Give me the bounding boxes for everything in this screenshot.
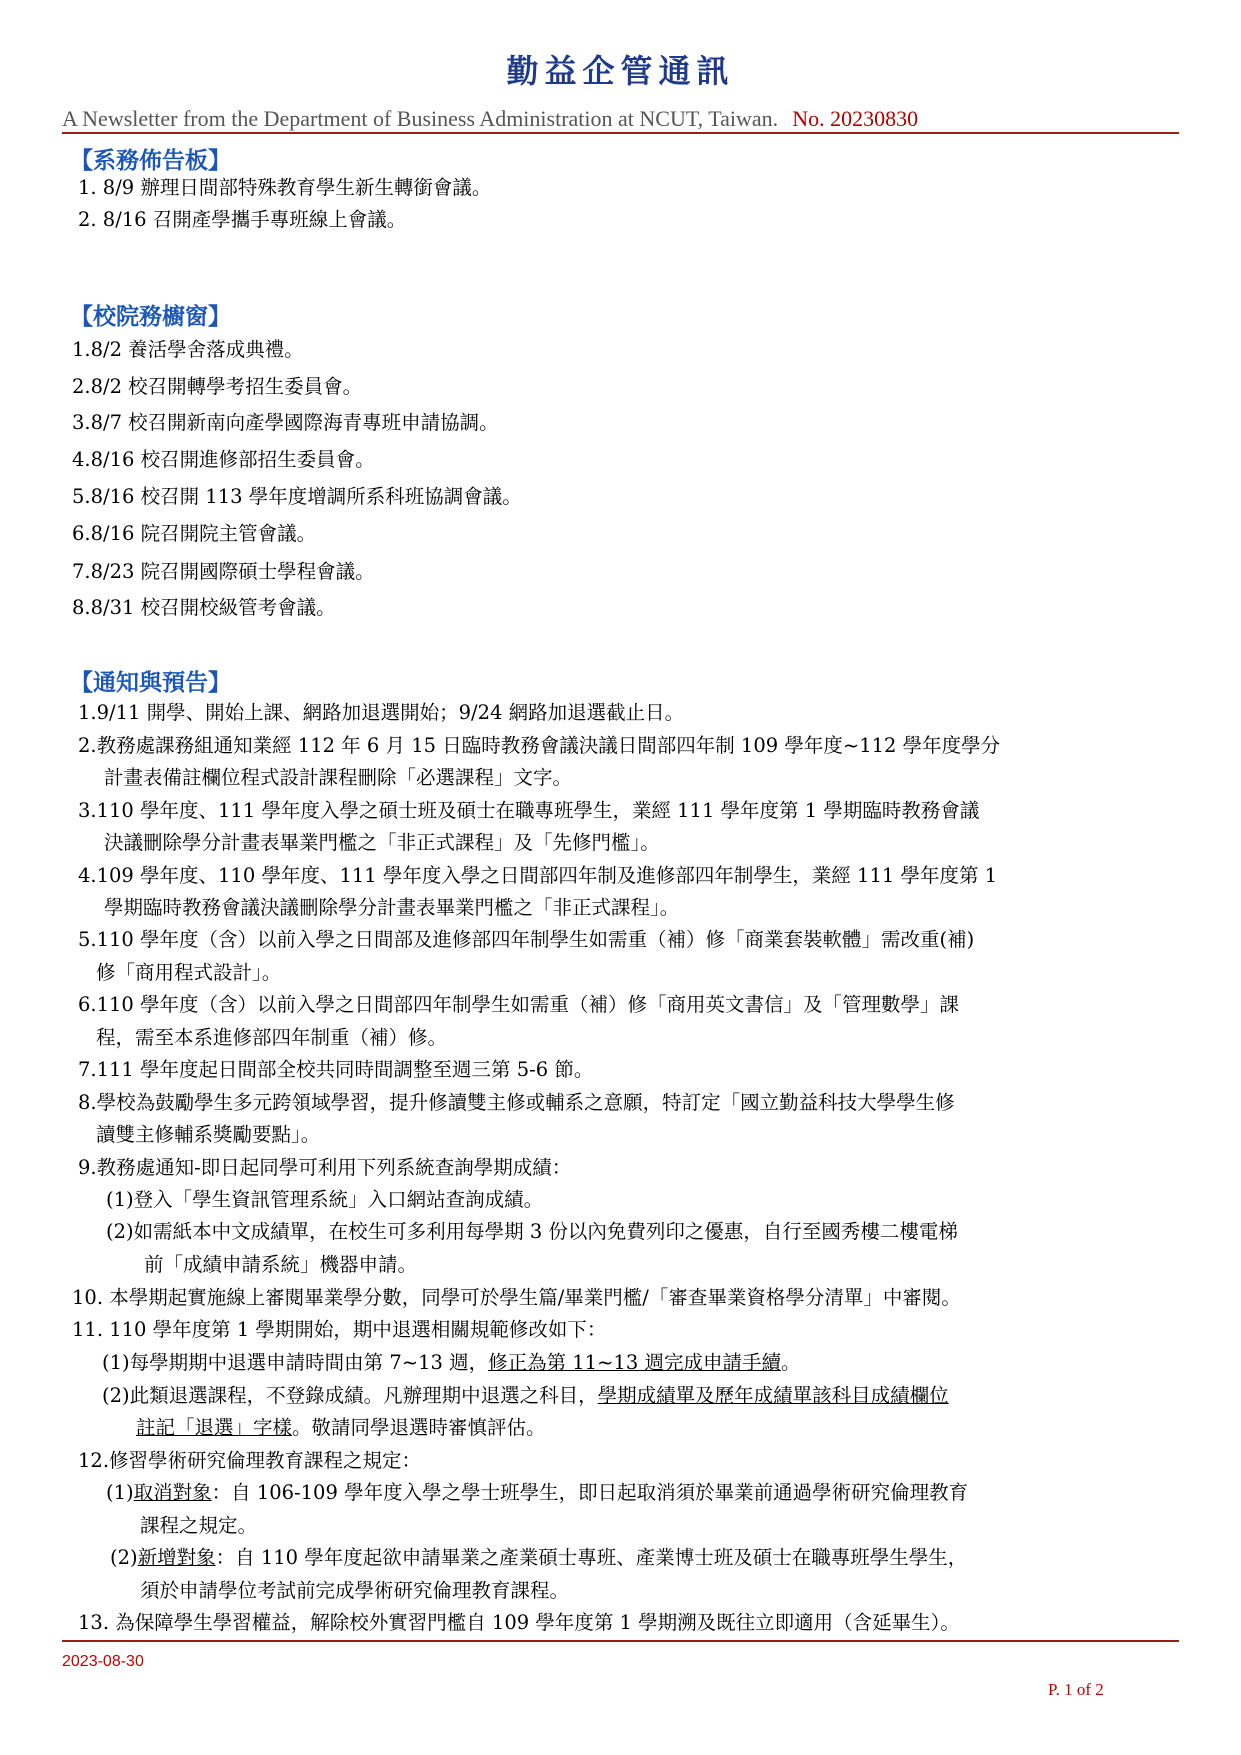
notice-line: (1)登入「學生資訊管理系統」入口網站查詢成績。 (106, 1188, 544, 1211)
underlined-text: 新增對象 (137, 1546, 216, 1569)
notice-text: (2)此類退選課程，不登錄成績。凡辦理期中退選之科目， (102, 1384, 598, 1407)
newsletter-title: 勤益企管通訊 (506, 52, 735, 90)
section-heading-school-news: 【校院務櫥窗】 (70, 303, 231, 330)
list-item: 2.8/2 校召開轉學考招生委員會。 (72, 375, 363, 398)
list-item: 4.8/16 校召開進修部招生委員會。 (72, 448, 375, 471)
notice-text: 。 (780, 1351, 801, 1374)
notice-line: (2)如需紙本中文成績單，在校生可多利用每學期 3 份以內免費列印之優惠，自行至國秀樓二樓電梯 (106, 1220, 958, 1243)
notice-line: 11. 110 學年度第 1 學期開始，期中退選相關規範修改如下： (72, 1318, 607, 1341)
list-item: 2. 8/16 召開產學攜手專班線上會議。 (78, 208, 407, 231)
notice-line: 1.9/11 開學、開始上課、網路加退選開始；9/24 網路加退選截止日。 (78, 701, 685, 724)
issue-number: No. 20230830 (792, 106, 919, 131)
notice-line: 12.修習學術研究倫理教育課程之規定： (78, 1449, 422, 1472)
notice-text: ：自 110 學年度起欲申請畢業之產業碩士專班、產業博士班及碩士在職專班學生學生， (215, 1546, 968, 1569)
header-divider (62, 132, 1179, 134)
notice-text: (1)每學期期中退選申請時間由第 7~13 週， (102, 1351, 489, 1374)
notice-line: 須於申請學位考試前完成學術研究倫理教育課程。 (140, 1579, 570, 1602)
notice-line: 13. 為保障學生學習權益，解除校外實習門檻自 109 學年度第 1 學期溯及既往立即適用（含延畢生）。 (78, 1611, 960, 1634)
list-item: 1.8/2 養活學舍落成典禮。 (72, 338, 304, 361)
section-heading-notices: 【通知與預告】 (70, 669, 231, 696)
underlined-text: 取消對象 (133, 1481, 212, 1504)
notice-line (136, 1418, 546, 1438)
notice-text: ：自 106-109 學年度入學之學士班學生，即日起取消須於畢業前通過學術研究倫理教育 (211, 1481, 969, 1504)
notice-line: 5.110 學年度（含）以前入學之日間部及進修部四年制學生如需重（補）修「商業套裝軟體」需改重(補) (78, 928, 975, 951)
footer-date: 2023-08-30 (62, 1653, 144, 1670)
notice-line: 程，需至本系進修部四年制重（補）修。 (96, 1026, 448, 1049)
subtitle-text: A Newsletter from the Department of Business Administration at NCUT, Taiwan. (62, 106, 779, 131)
page-number: P. 1 of 2 (1048, 1680, 1104, 1699)
notice-line: 7.111 學年度起日間部全校共同時間調整至週三第 5-6 節。 (78, 1058, 594, 1081)
notice-line (110, 1548, 967, 1568)
notice-line: 修「商用程式設計」。 (96, 961, 282, 984)
notice-line: 課程之規定。 (140, 1514, 258, 1537)
notice-line: 決議刪除學分計畫表畢業門檻之「非正式課程」及「先修門檻」。 (104, 831, 660, 854)
newsletter-subtitle (62, 106, 918, 132)
notice-line: 計畫表備註欄位程式設計課程刪除「必選課程」文字。 (104, 766, 573, 789)
notice-text: (1) (106, 1481, 134, 1504)
notice-line: 讀雙主修輔系獎勵要點」。 (96, 1123, 321, 1146)
notice-line: 9.教務處通知-即日起同學可利用下列系統查詢學期成績： (78, 1156, 572, 1179)
notice-text: 。敬請同學退選時審慎評估。 (292, 1416, 546, 1439)
underlined-text: 學期成績單及歷年成績單該科目成績欄位 (597, 1384, 949, 1407)
notice-line: 10. 本學期起實施線上審閱畢業學分數，同學可於學生篇/畢業門檻/「審查畢業資格學分清單」中審閱。 (72, 1286, 961, 1309)
notice-line (102, 1353, 800, 1373)
list-item: 5.8/16 校召開 113 學年度增調所系科班協調會議。 (72, 485, 522, 508)
list-item: 6.8/16 院召開院主管會議。 (72, 522, 317, 545)
underlined-text: 修正為第 11~13 週完成申請手續 (488, 1351, 781, 1374)
notice-line: 學期臨時教務會議決議刪除學分計畫表畢業門檻之「非正式課程」。 (104, 896, 680, 919)
notice-line (106, 1483, 968, 1503)
list-item: 7.8/23 院召開國際碩士學程會議。 (72, 560, 375, 583)
notice-line: 2.教務處課務組通知業經 112 年 6 月 15 日臨時教務會議決議日間部四年制 109 學年度~112 學年度學分 (78, 734, 1001, 757)
section-heading-dept-board: 【系務佈告板】 (70, 147, 231, 174)
notice-line: 4.109 學年度、110 學年度、111 學年度入學之日間部四年制及進修部四年制學生，業經 111 學年度第 1 (78, 864, 998, 887)
notice-text: (2) (110, 1546, 138, 1569)
list-item: 3.8/7 校召開新南向產學國際海青專班申請協調。 (72, 411, 499, 434)
notice-line: 3.110 學年度、111 學年度入學之碩士班及碩士在職專班學生，業經 111 學年度第 1 學期臨時教務會議 (78, 799, 980, 822)
notice-line: 前「成績申請系統」機器申請。 (144, 1253, 418, 1276)
underlined-text: 註記「退選」字樣 (136, 1416, 293, 1439)
notice-line (102, 1386, 949, 1406)
footer-divider (62, 1640, 1179, 1642)
notice-line: 6.110 學年度（含）以前入學之日間部四年制學生如需重（補）修「商用英文書信」及「管理數學」課 (78, 993, 960, 1016)
list-item: 1. 8/9 辦理日間部特殊教育學生新生轉銜會議。 (78, 176, 492, 199)
notice-line: 8.學校為鼓勵學生多元跨領域學習，提升修讀雙主修或輔系之意願，特訂定「國立勤益科技大學學生修 (78, 1091, 955, 1114)
list-item: 8.8/31 校召開校級管考會議。 (72, 596, 336, 619)
